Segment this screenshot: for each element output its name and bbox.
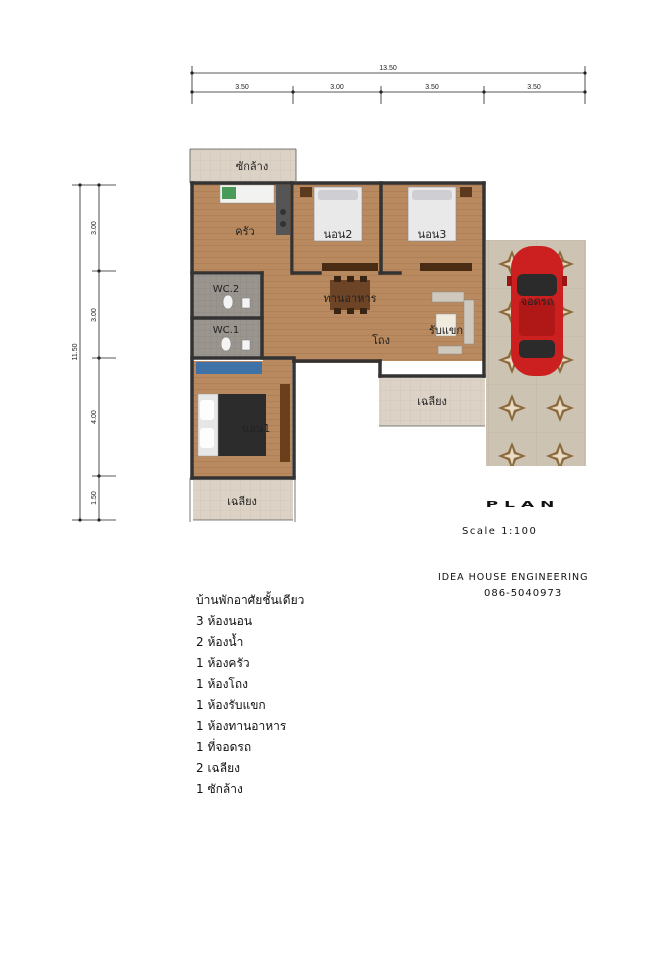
laundry-label: ซักล้าง (235, 160, 269, 173)
summary-item: 1 ซักล้าง (196, 782, 243, 796)
width-segment-3: 3.50 (425, 84, 439, 91)
car-icon (507, 246, 567, 376)
plan-scale: Scale 1:100 (462, 526, 538, 537)
summary-item: 2 เฉลียง (196, 761, 240, 775)
width-segment-2: 3.00 (330, 84, 344, 91)
company-phone: 086-5040973 (484, 588, 563, 599)
summary-item: 1 ห้องรับแขก (196, 698, 266, 712)
width-segment-4: 3.50 (527, 84, 541, 91)
width-segment-1: 3.50 (235, 84, 249, 91)
desk1-icon (280, 384, 290, 462)
depth-segment-1: 3.00 (91, 221, 98, 235)
kitchen-label: ครัว (235, 225, 255, 238)
carport-label: จอดรถ (520, 295, 554, 308)
hall-label: โถง (372, 334, 390, 347)
front-terrace-label: เฉลียง (417, 395, 447, 408)
wardrobe3-icon (420, 263, 472, 271)
summary-heading: บ้านพักอาศัยชั้นเดียว (196, 593, 305, 607)
depth-segment-3: 4.00 (91, 410, 98, 424)
overall-depth-label: 11.50 (72, 343, 79, 361)
depth-segment-4: 1.50 (91, 491, 98, 505)
living-label: รับแขก (428, 324, 464, 337)
summary-item: 1 ห้องทานอาหาร (196, 719, 287, 733)
bedroom3-label: นอน3 (417, 228, 447, 241)
plan-title: PLAN (485, 500, 561, 509)
depth-segment-2: 3.00 (91, 308, 98, 322)
bedroom1-label: นอน1 (241, 422, 271, 435)
wc1-label: WC.1 (212, 325, 240, 336)
wardrobe2-icon (322, 263, 378, 271)
summary-item: 1 ห้องโถง (196, 677, 248, 691)
company-name: IDEA HOUSE ENGINEERING (438, 572, 589, 583)
dining-label: ทานอาหาร (323, 292, 377, 305)
wc2-label: WC.2 (212, 284, 240, 295)
bedroom2-label: นอน2 (323, 228, 353, 241)
summary-item: 1 ห้องครัว (196, 656, 250, 670)
summary-item: 3 ห้องนอน (196, 614, 253, 628)
room-summary (196, 590, 304, 800)
overall-width-label: 13.50 (379, 65, 397, 72)
wardrobe1-icon (196, 362, 262, 374)
bottom-terrace-label: เฉลียง (227, 495, 257, 508)
summary-item: 1 ที่จอดรถ (196, 740, 252, 754)
summary-item: 2 ห้องน้ำ (196, 635, 244, 649)
